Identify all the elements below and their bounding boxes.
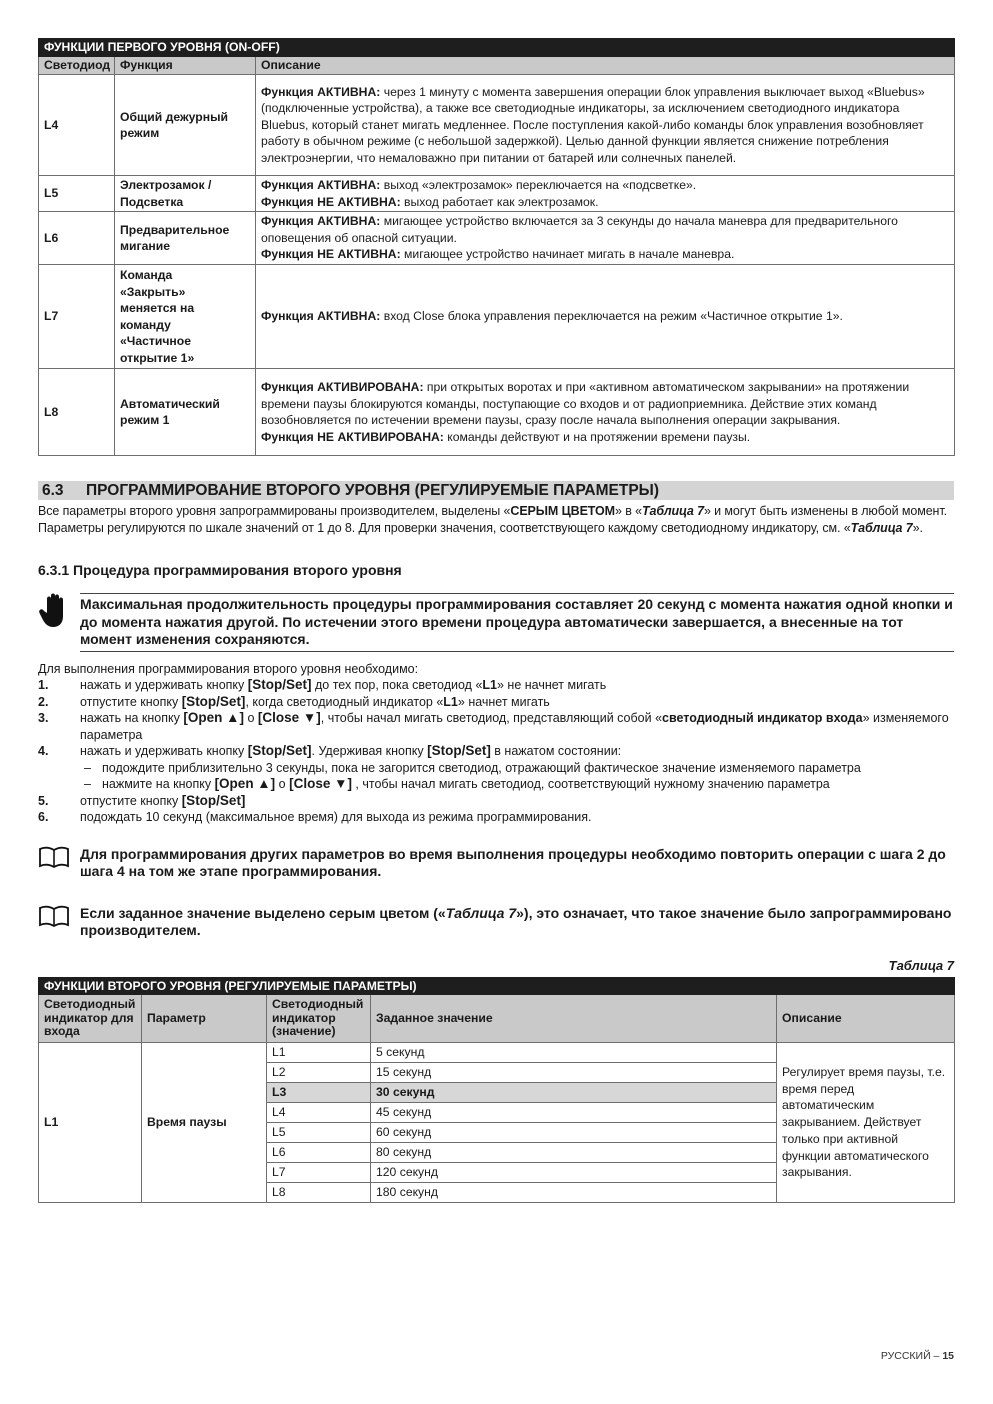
- step-bold: светодиодный индикатор входа: [662, 711, 863, 725]
- page-number: 15: [942, 1350, 954, 1362]
- step-text: » изменяемого параметра: [80, 711, 949, 742]
- subsection-title: 6.3.1 Процедура программирования второго уровня: [38, 562, 402, 578]
- desc-text: выход «электрозамок» переключается на «подсветке».: [380, 178, 697, 192]
- table-row: [39, 75, 955, 176]
- step-text: нажать на кнопку: [80, 711, 184, 725]
- sub-step-text: , чтобы начал мигать светодиод, соответствующий нужному значению параметра: [351, 777, 830, 791]
- step-text: о: [243, 711, 258, 725]
- value-led: L2: [267, 1063, 371, 1083]
- parameter-description: Регулирует время паузы, т.е. время перед автоматическим закрыванием. Действует только при активной функции автоматического закрывания.: [777, 1043, 955, 1203]
- page: [38, 38, 954, 1203]
- list-item: [38, 776, 954, 793]
- list-item: [38, 809, 954, 826]
- para-bold: СЕРЫМ ЦВЕТОМ: [510, 504, 615, 518]
- dash: –: [84, 777, 91, 791]
- led-ref: L1: [482, 678, 497, 692]
- value-led: L4: [267, 1103, 371, 1123]
- table-ref: Таблица 7: [850, 521, 913, 535]
- value-text: 80 секунд: [371, 1143, 777, 1163]
- list-item: [38, 710, 954, 743]
- para-text: » и могут быть изменены в любой момент. Параметры регулируются по шкале значений от 1 до 8. Для проверки значения, соответствующего каждому светодиодному индикатору, см. «: [38, 504, 947, 535]
- table-row: [39, 1043, 955, 1063]
- value-led: L6: [267, 1143, 371, 1163]
- table-ref: Таблица 7: [641, 504, 704, 518]
- open-key: [Open ▲]: [214, 776, 276, 791]
- col-param-header: Параметр: [142, 995, 267, 1043]
- info-note: [38, 846, 954, 881]
- row-description: [256, 265, 955, 369]
- desc-bold: Функция НЕ АКТИВНА:: [261, 194, 401, 209]
- desc-text: мигающее устройство начинает мигать в начале маневра.: [400, 247, 735, 262]
- step-text: нажать и удерживать кнопку: [80, 678, 248, 692]
- table-row: [39, 212, 955, 265]
- procedure-steps: [38, 661, 954, 826]
- sub-step-text: подождите приблизительно 3 секунды, пока не загорится светодиод, отражающий фактическое значение изменяемого параметра: [102, 760, 861, 775]
- step-number: 1.: [38, 678, 49, 692]
- step-text: до тех пор, пока светодиод «: [311, 678, 483, 692]
- list-item: [38, 743, 954, 760]
- table-caption: Таблица 7: [888, 957, 954, 973]
- table-row: [39, 265, 955, 369]
- row-led: L4: [39, 75, 115, 176]
- step-text: , когда светодиодный индикатор «: [245, 694, 444, 709]
- row-led: L6: [39, 212, 115, 265]
- led-ref: L1: [443, 694, 458, 709]
- value-led: L1: [267, 1043, 371, 1063]
- step-number: 5.: [38, 793, 49, 808]
- value-led: L7: [267, 1163, 371, 1183]
- step-text: отпустите кнопку: [80, 694, 182, 709]
- value-text: 120 секунд: [371, 1163, 777, 1183]
- desc-bold: Функция АКТИВНА:: [261, 178, 381, 192]
- sub-step-text: о: [275, 777, 290, 791]
- table-row: [39, 176, 955, 212]
- desc-bold: Функция АКТИВИРОВАНА:: [261, 380, 424, 394]
- step-text: в нажатом состоянии:: [490, 744, 622, 758]
- list-item: [38, 694, 954, 711]
- desc-bold: Функция АКТИВНА:: [261, 309, 381, 324]
- warning-note: [38, 593, 954, 652]
- warning-text: Максимальная продолжительность процедуры программирования составляет 20 секунд с момента нажатия одной кнопки и до момента нажатия другой. По истечении этого времени процедура автоматически завершается, а внесенные на тот момент изменения сохраняются.: [80, 593, 954, 652]
- note-text: [80, 905, 954, 940]
- note-text-part: »), это означает, что такое значение было запрограммировано производителем.: [80, 904, 952, 938]
- open-book-icon: [38, 905, 80, 940]
- section-number: 6.3: [42, 482, 64, 499]
- value-led: L3: [267, 1083, 371, 1103]
- desc-text: при открытых воротах и при «активном автоматическом закрывании» на протяжении времени паузы блокируются команды, поступающие со входов и от радиоприемника. Действие этих команд возобновляется по истечении времени паузы, сразу после начала выполнения операции закрывания.: [261, 380, 910, 427]
- footer-language: РУССКИЙ –: [880, 1350, 943, 1362]
- list-item: [38, 677, 954, 694]
- step-text: » не начнет мигать: [497, 678, 607, 692]
- sub-step-text: нажмите на кнопку: [102, 777, 215, 791]
- section-heading: [38, 481, 954, 500]
- step-text: . Удерживая кнопку: [311, 744, 428, 758]
- parameter-name: Время паузы: [142, 1043, 267, 1203]
- row-function: Электрозамок / Подсветка: [115, 176, 256, 212]
- desc-bold: Функция НЕ АКТИВИРОВАНА:: [261, 429, 444, 444]
- col-function-header: Функция: [115, 57, 256, 75]
- value-led: L8: [267, 1183, 371, 1203]
- desc-text: выход работает как электрозамок.: [400, 194, 599, 209]
- step-text: подождать 10 секунд (максимальное время) для выхода из режима программирования.: [80, 810, 592, 824]
- table-row: [39, 369, 955, 456]
- value-text: 5 секунд: [371, 1043, 777, 1063]
- first-level-functions-table: [38, 38, 955, 456]
- row-function: Команда «Закрыть» меняется на команду «Частичное открытие 1»: [115, 265, 256, 369]
- dash: –: [84, 760, 91, 775]
- section-title: ПРОГРАММИРОВАНИЕ ВТОРОГО УРОВНЯ (РЕГУЛИРУЕМЫЕ ПАРАМЕТРЫ): [86, 482, 660, 499]
- list-item: [38, 760, 954, 777]
- value-text: 30 секунд: [371, 1083, 777, 1103]
- step-text: » начнет мигать: [457, 694, 550, 709]
- row-description: [256, 75, 955, 176]
- step-text: , чтобы начал мигать светодиод, представляющий собой «: [320, 711, 663, 725]
- info-note: [38, 905, 954, 940]
- table1-title: ФУНКЦИИ ПЕРВОГО УРОВНЯ (ON-OFF): [39, 39, 955, 57]
- row-function: Предварительное мигание: [115, 212, 256, 265]
- open-key: [Open ▲]: [183, 710, 244, 725]
- value-text: 45 секунд: [371, 1103, 777, 1123]
- col-description-header: Описание: [256, 57, 955, 75]
- para-text: ».: [912, 521, 923, 535]
- table7-title: ФУНКЦИИ ВТОРОГО УРОВНЯ (РЕГУЛИРУЕМЫЕ ПАРАМЕТРЫ): [39, 977, 955, 995]
- stop-set-key: [Stop/Set]: [247, 677, 312, 692]
- desc-bold: Функция АКТИВНА:: [261, 84, 381, 99]
- note-text: Для программирования других параметров во время выполнения процедуры необходимо повторить операции с шага 2 до шага 4 на том же этапе программирования.: [80, 845, 946, 879]
- desc-text: через 1 минуту с момента завершения операции блок управления выключает выход «Bluebus» (подключенные устройства), а также все светодиодные индикаторы, за исключением светодиодного индикатора Bluebus, который станет мигать медленнее. После поступления какой-либо команды блок управления возобновляет работу в обычном режиме (с небольшой задержкой). Целью данной функции является снижение потребления электроэнергии, что немаловажно при питании от батарей или солнечных панелей.: [261, 84, 925, 165]
- row-led: L7: [39, 265, 115, 369]
- list-item: [38, 793, 954, 810]
- col-value-led-header: Светодиодный индикатор (значение): [267, 995, 371, 1043]
- step-text: нажать и удерживать кнопку: [80, 744, 248, 758]
- desc-text: вход Close блока управления переключается на режим «Частичное открытие 1».: [380, 309, 843, 324]
- col-led-header: Светодиод: [39, 57, 115, 75]
- col-desc-header: Описание: [777, 995, 955, 1043]
- close-key: [Close ▼]: [289, 776, 352, 791]
- page-footer: [881, 1350, 954, 1362]
- table-ref: Таблица 7: [445, 904, 517, 921]
- step-number: 2.: [38, 694, 49, 709]
- step-number: 3.: [38, 711, 49, 725]
- value-text: 15 секунд: [371, 1063, 777, 1083]
- para-text: » в «: [614, 504, 642, 518]
- value-led: L5: [267, 1123, 371, 1143]
- close-key: [Close ▼]: [257, 710, 321, 725]
- value-text: 60 секунд: [371, 1123, 777, 1143]
- step-text: отпустите кнопку: [80, 793, 182, 808]
- hand-stop-icon: [38, 593, 80, 652]
- stop-set-key: [Stop/Set]: [247, 743, 312, 758]
- row-description: [256, 369, 955, 456]
- value-text: 180 секунд: [371, 1183, 777, 1203]
- step-number: 6.: [38, 810, 49, 824]
- desc-text: мигающее устройство включается за 3 секунды до начала маневра для предварительного оповещения об опасной ситуации.: [261, 214, 898, 245]
- row-function: Общий дежурный режим: [115, 75, 256, 176]
- input-led: L1: [39, 1043, 142, 1203]
- second-level-functions-table: [38, 977, 955, 1204]
- procedure-intro: Для выполнения программирования второго уровня необходимо:: [38, 661, 419, 676]
- row-description: [256, 212, 955, 265]
- stop-set-key: [Stop/Set]: [427, 743, 491, 758]
- note-text-part: Если заданное значение выделено серым цветом («: [80, 904, 446, 921]
- para-text: Все параметры второго уровня запрограммированы производителем, выделены «: [38, 504, 511, 518]
- row-led: L8: [39, 369, 115, 456]
- row-function: Автоматический режим 1: [115, 369, 256, 456]
- desc-text: команды действуют и на протяжении времени паузы.: [443, 429, 751, 444]
- col-value-header: Заданное значение: [371, 995, 777, 1043]
- desc-bold: Функция НЕ АКТИВНА:: [261, 247, 401, 262]
- desc-bold: Функция АКТИВНА:: [261, 214, 381, 229]
- stop-set-key: [Stop/Set]: [181, 792, 246, 808]
- row-led: L5: [39, 176, 115, 212]
- step-number: 4.: [38, 744, 49, 758]
- stop-set-key: [Stop/Set]: [181, 693, 246, 709]
- open-book-icon: [38, 846, 80, 881]
- section-paragraph: [38, 503, 954, 537]
- row-description: [256, 176, 955, 212]
- col-input-led-header: Светодиодный индикатор для входа: [39, 995, 142, 1043]
